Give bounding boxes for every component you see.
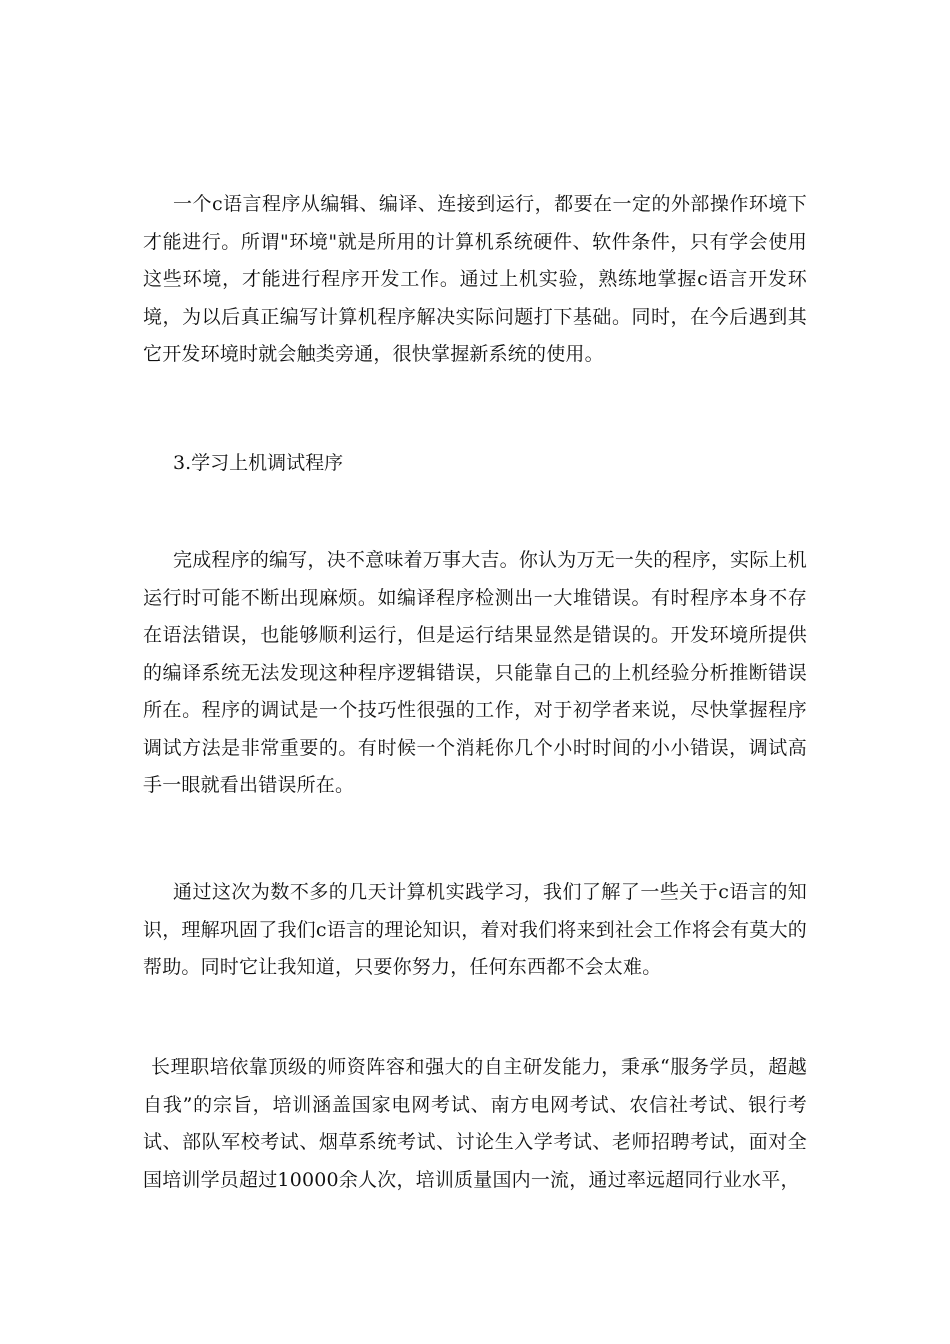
paragraph-c-environment: 一个c语言程序从编辑、编译、连接到运行，都要在一定的外部操作环境下才能进行。所谓"环境"就是所用的计算机系统硬件、软件条件，只有学会使用这些环境，才能进行程序开发工作。通过上机实验，熟练地掌握c语言开发环境，为以后真正编写计算机程序解决实际问题打下基础。同时，在今后遇到其它开发环境时就会触类旁通，很快掌握新系统的使用。	[143, 193, 807, 365]
paragraph-summary: 通过这次为数不多的几天计算机实践学习，我们了解了一些关于c语言的知识，理解巩固了我们c语言的理论知识，着对我们将来到社会工作将会有莫大的帮助。同时它让我知道，只要你努力，任何东西都不会太难。	[143, 881, 807, 978]
paragraph-debugging: 完成程序的编写，决不意味着万事大吉。你认为万无一失的程序，实际上机运行时可能不断出现麻烦。如编译程序检测出一大堆错误。有时程序本身不存在语法错误，也能够顺利运行，但是运行结果显然是错误的。开发环境所提供的编译系统无法发现这种程序逻辑错误，只能靠自己的上机经验分析推断错误所在。程序的调试是一个技巧性很强的工作，对于初学者来说，尽快掌握程序调试方法是非常重要的。有时候一个消耗你几个小时时间的小小错误，调试高手一眼就看出错误所在。	[143, 549, 807, 796]
paragraph-advertisement: 长理职培依靠顶级的师资阵容和强大的自主研发能力，秉承“服务学员，超越自我”的宗旨，培训涵盖国家电网考试、南方电网考试、农信社考试、银行考试、部队军校考试、烟草系统考试、讨论生入学考试、老师招聘考试，面对全国培训学员超过10000余人次，培训质量国内一流，通过率远超同行业水平，	[143, 1056, 807, 1191]
section-heading: 3.学习上机调试程序	[173, 452, 344, 474]
